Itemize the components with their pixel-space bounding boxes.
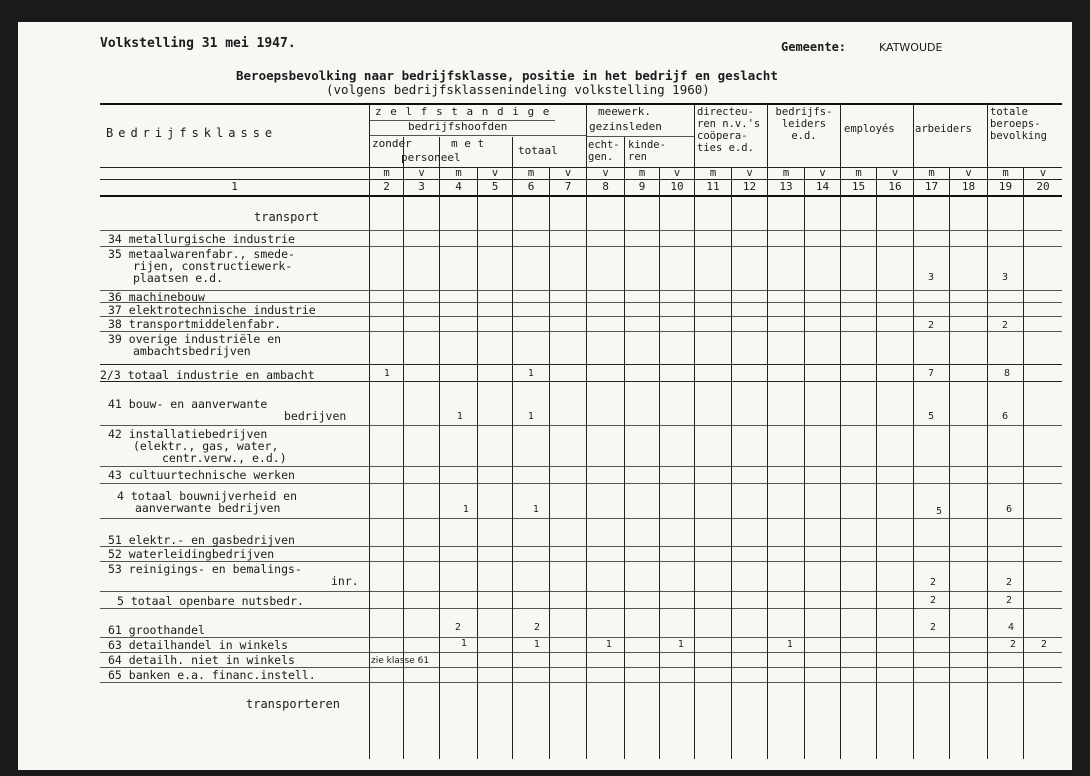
mv-cell: m: [709, 167, 717, 179]
row-transporteren: transporteren: [246, 697, 340, 711]
cell-value: 2: [454, 622, 462, 633]
mv-cell: m: [383, 167, 390, 179]
rule-gezinsleden: [586, 136, 694, 137]
header-totale-beroepsbevolking: totale beroeps- bevolking: [990, 106, 1047, 142]
col-line: [987, 103, 988, 759]
row-line: [100, 290, 1062, 291]
row-label-64: 64 detailh. niet in winkels: [108, 653, 295, 667]
col-line: [767, 103, 768, 759]
cell-value: 1: [605, 639, 613, 650]
row-label-4-line2: aanverwante bedrijven: [135, 501, 281, 515]
row-label-42: [108, 428, 287, 464]
row-label-41: [108, 398, 346, 422]
mv-cell: m: [638, 167, 646, 179]
row-label-61: 61 groothandel: [108, 623, 205, 637]
cell-value: 1: [460, 638, 468, 649]
mv-cell: v: [891, 167, 899, 179]
row-label-2-3: 2/3 totaal industrie en ambacht: [100, 368, 315, 382]
rule-bedrijfshoofden: [370, 135, 586, 136]
row-line: [100, 591, 1062, 592]
col-line: [1023, 167, 1024, 759]
cell-value: 1: [677, 639, 685, 650]
col-number: 8: [602, 180, 609, 193]
cell-value: 4: [1007, 622, 1015, 633]
row-label-5: 5 totaal openbare nutsbedr.: [117, 594, 304, 608]
col-number: 4: [455, 180, 462, 193]
row-line: [100, 466, 1062, 467]
header-arbeiders: arbeiders: [915, 123, 972, 135]
cell-value: 6: [1005, 504, 1013, 515]
col-number: 12: [742, 180, 757, 193]
col-line: [876, 167, 877, 759]
header-meewerk: meewerk.: [598, 105, 651, 118]
header-gezinsleden: gezinsleden: [589, 120, 662, 133]
row-label-36: 36 machinebouw: [108, 290, 205, 304]
cell-value: 2: [929, 622, 937, 633]
header-kinderen: kinde- ren: [628, 139, 666, 163]
census-title: Volkstelling 31 mei 1947.: [100, 36, 296, 51]
col-line: [369, 103, 370, 759]
col-line: [624, 137, 625, 759]
col-line: [949, 167, 950, 759]
row-label-65: 65 banken e.a. financ.instell.: [108, 668, 316, 682]
row-label-4-line1: 4 totaal bouwnijverheid en: [117, 489, 298, 503]
col-number: 9: [638, 180, 646, 193]
mv-cell: v: [673, 167, 681, 179]
row-label-37: 37 elektrotechnische industrie: [108, 303, 316, 317]
row-line: [100, 682, 1062, 683]
col-line: [477, 167, 478, 759]
mv-cell: v: [564, 167, 572, 179]
row-label-63: 63 detailhandel in winkels: [108, 638, 289, 652]
header-echtgenoten: echt- gen.: [588, 139, 620, 163]
header-bedrijfsleiders: bedrijfs- leiders e.d.: [775, 106, 833, 142]
col-number: 20: [1036, 180, 1050, 193]
header-zelfstandige: z e l f s t a n d i g e: [375, 105, 551, 118]
mv-cell: m: [1002, 167, 1009, 179]
cell-value: 1: [532, 504, 540, 515]
col-line: [586, 103, 587, 759]
row-line: [100, 230, 1062, 231]
mv-cell: m: [527, 167, 535, 179]
col-line: [439, 137, 440, 759]
cell-value: 1: [383, 368, 391, 379]
col-number: 14: [815, 180, 830, 193]
row-label-39-line2: ambachtsbedrijven: [133, 344, 251, 358]
col-number: 16: [888, 180, 902, 193]
cell-value: 2: [1001, 320, 1009, 331]
col-number: 13: [779, 180, 793, 193]
mv-cell: v: [1039, 167, 1047, 179]
row-transport: transport: [254, 210, 320, 224]
col-line: [659, 167, 660, 759]
cell-value: 2: [929, 595, 937, 606]
row-label-35-line3: plaatsen e.d.: [133, 271, 224, 285]
col-number: 7: [564, 180, 572, 193]
col-line: [731, 167, 732, 759]
col-number: 15: [851, 180, 866, 193]
cell-value: 8: [1003, 368, 1011, 379]
mv-cell: m: [455, 167, 462, 179]
row-label-43: 43 cultuurtechnische werken: [108, 468, 295, 482]
row-label-42-line1: 42 installatiebedrijven: [108, 427, 268, 441]
municipality-value: KATWOUDE: [879, 41, 943, 54]
cell-value: 1: [527, 411, 535, 422]
cell-value: 3: [1001, 272, 1009, 283]
row-label-53-line1: 53 reinigings- en bemalings-: [108, 562, 302, 576]
cell-value: 1: [462, 504, 470, 515]
cell-value: 1: [456, 411, 464, 422]
row-label-35-line2: rijen, constructiewerk-: [133, 259, 293, 273]
col-number: 17: [924, 180, 939, 193]
cell-value: 6: [1001, 411, 1009, 422]
header-employes: employés: [844, 123, 895, 135]
form-subtitle: (volgens bedrijfsklassenindeling volkstelling 1960): [326, 82, 710, 97]
cell-value: 2: [927, 320, 935, 331]
header-zonder: zonder: [372, 137, 412, 150]
row-label-52: 52 waterleidingbedrijven: [108, 547, 275, 561]
header-met: m e t: [451, 137, 485, 150]
col-number: 11: [706, 180, 720, 193]
row-line: [100, 364, 1062, 365]
col-line: [512, 137, 513, 759]
cell-value: 2: [1005, 595, 1013, 606]
header-bedrijfsklasse: Bedrijfsklasse: [106, 126, 278, 140]
cell-value: 2: [533, 622, 541, 633]
row-label-4: [117, 490, 297, 514]
cell-value: 2: [929, 577, 937, 588]
header-directeuren: directeu- ren n.v.'s coöpera- ties e.d.: [697, 106, 761, 154]
cell-value: 2: [1040, 639, 1048, 650]
cell-value: 7: [927, 368, 935, 379]
row-line: [100, 425, 1062, 426]
cell-value: 3: [927, 272, 935, 283]
header-personeel: personeel: [401, 151, 461, 164]
row-label-53-line2: inr.: [331, 574, 359, 588]
col-line: [804, 167, 805, 759]
cell-value: 1: [533, 639, 541, 650]
col-line: [913, 103, 914, 759]
mv-cell: v: [819, 167, 826, 179]
table-top-line: [100, 103, 1062, 105]
mv-cell: v: [418, 167, 425, 179]
form-title: Beroepsbevolking naar bedrijfsklasse, positie in het bedrijf en geslacht: [236, 68, 778, 83]
col-number: 10: [670, 180, 684, 193]
col-number: 1: [231, 180, 238, 193]
cell-value: 2: [1005, 577, 1013, 588]
header-totaal: totaal: [518, 144, 558, 157]
col-number: 3: [418, 180, 425, 193]
mv-cell: m: [928, 167, 935, 179]
col-number: 19: [998, 180, 1013, 193]
row-label-39-line1: 39 overige industriële en: [108, 332, 282, 346]
mv-cell: m: [855, 167, 862, 179]
mv-cell: v: [491, 167, 499, 179]
cell-value: 1: [786, 639, 794, 650]
mv-cell: v: [965, 167, 972, 179]
header-bedrijfshoofden: bedrijfshoofden: [408, 120, 508, 133]
row-line: [100, 518, 1062, 519]
row-label-39: [108, 333, 281, 357]
row-label-34: 34 metallurgische industrie: [108, 232, 295, 246]
cell-value: 5: [927, 411, 935, 422]
rule-header-bottom: [100, 195, 1062, 197]
col-number: 18: [961, 180, 976, 193]
mv-cell: v: [602, 167, 609, 179]
cell-value: 2: [1009, 639, 1017, 650]
col-line: [840, 103, 841, 759]
row-line: [100, 608, 1062, 609]
row-label-35: [108, 248, 295, 284]
row-label-38: 38 transportmiddelenfabr.: [108, 317, 282, 331]
row-label-41-line1: 41 bouw- en aanverwante: [108, 397, 268, 411]
row-label-53: [108, 563, 359, 587]
mv-cell: v: [746, 167, 753, 179]
row-label-51: 51 elektr.- en gasbedrijven: [108, 533, 295, 547]
cell-value: 5: [935, 506, 943, 517]
row-label-41-line2: bedrijven: [284, 409, 347, 423]
col-line: [549, 167, 550, 759]
row-label-42-line2: (elektr., gas, water,: [133, 439, 279, 453]
row-label-42-line3: centr.verw., e.d.): [162, 451, 287, 465]
note-zie-klasse-61: zie klasse 61: [371, 656, 430, 666]
cell-value: 1: [527, 368, 535, 379]
mv-cell: m: [782, 167, 790, 179]
row-label-35-line1: 35 metaalwarenfabr., smede-: [108, 247, 295, 261]
row-line: [100, 483, 1062, 484]
municipality-label: Gemeente:: [781, 40, 847, 54]
col-number: 6: [527, 180, 535, 193]
col-number: 5: [491, 180, 499, 193]
col-number: 2: [383, 180, 390, 193]
col-line: [694, 103, 695, 759]
